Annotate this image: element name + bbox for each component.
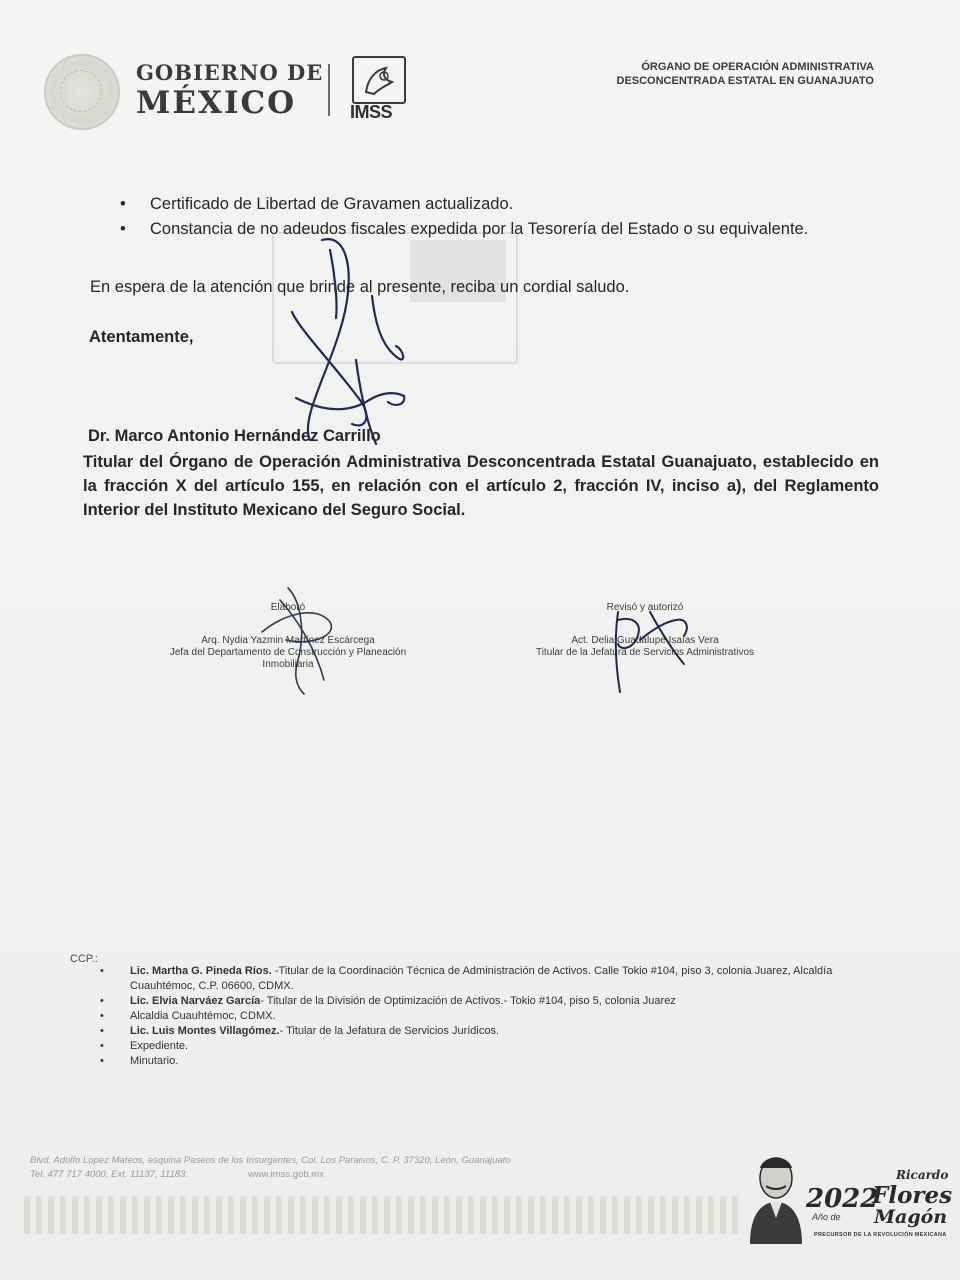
gov-line1: GOBIERNO DE: [136, 60, 324, 85]
header-divider: [328, 64, 330, 116]
list-item: • Lic. Elvia Narváez García- Titular de la División de Optimización de Activos.- Tokio #104, piso 5, colonia Juarez: [100, 994, 900, 1009]
elaboro-caption: Elaboró: [270, 602, 306, 613]
imss-text: IMSS: [350, 102, 393, 122]
magon-text: Magón: [874, 1206, 948, 1228]
reviso-role1: Titular de la Jefatura de Servicios Administrativos: [535, 647, 755, 658]
footer-contact: [30, 1168, 511, 1182]
list-item: • Lic. Martha G. Pineda Ríos. -Titular de la Coordinación Técnica de Administración de Activos. Calle Tokio #104, piso 3, colonia Juarez, Alcaldía Cuauhtémoc, C.P. 06600, CDMX.: [100, 964, 900, 994]
flores-text: Flores: [872, 1182, 953, 1209]
atentamente: Atentamente,: [89, 328, 194, 346]
year-sub: Año de: [812, 1212, 841, 1222]
organ-line1: ÓRGANO DE OPERACIÓN ADMINISTRATIVA: [641, 61, 874, 73]
footer-website: www.imss.gob.mx: [247, 1169, 324, 1180]
organ-line2: DESCONCENTRADA ESTATAL EN GUANAJUATO: [616, 75, 874, 87]
list-item: • Constancia de no adeudos fiscales expedida por la Tesorería del Estado o su equivalente.: [120, 217, 874, 242]
footer-phone: Tel. 477 717 4000, Ext. 11137, 11183.: [30, 1169, 188, 1180]
elaboro-name: Arq. Nydia Yazmin Martínez Escárcega: [201, 635, 375, 646]
elaboro-role1: Jefa del Departamento de Construcción y Planeación: [169, 647, 407, 658]
organ-heading: [617, 60, 875, 88]
elaboro-role2: Inmobiliaria: [262, 659, 314, 670]
footer-address-block: [30, 1154, 511, 1182]
reviso-caption: Revisó y autorizó: [606, 602, 684, 613]
elaboro-block: [128, 602, 448, 671]
list-item: • Expediente.: [100, 1039, 900, 1054]
reviso-name: Act. Delia Guadalupe Isaías Vera: [571, 635, 719, 646]
imss-logo: [350, 56, 406, 128]
requirements-list: [120, 192, 874, 242]
list-item: • Lic. Luis Montes Villagómez.- Titular de la Jefatura de Servicios Jurídicos.: [100, 1024, 900, 1039]
footer-pattern: [24, 1196, 742, 1234]
closing-paragraph: En espera de la atención que brinde al presente, reciba un cordial saludo.: [90, 278, 630, 296]
reviso-block: [510, 602, 780, 659]
portrait-icon: [742, 1148, 804, 1244]
signer-title: Titular del Órgano de Operación Administrativa Desconcentrada Estatal Guanajuato, establecido en la fracción X del artículo 155, en relación con el artículo 2, fracción IV, inciso a), del Reglamento Interior del Instituto Mexicano del Seguro Social.: [83, 453, 879, 519]
list-item: • Certificado de Libertad de Gravamen actualizado.: [120, 192, 874, 217]
gov-line2: MÉXICO: [136, 85, 297, 121]
year-2022: 2022: [806, 1184, 879, 1214]
footer-address: Blvd. Adolfo Lopez Mateos, esquina Paseos de los Insurgentes, Col. Los Paraisos, C. P. 37320, León, Guanajuato: [30, 1155, 511, 1166]
precursor-text: PRECURSOR DE LA REVOLUCIÓN MEXICANA: [814, 1232, 947, 1238]
ccp-list: [100, 964, 900, 1069]
gobierno-de-mexico-logo: [136, 62, 323, 119]
list-item: • Minutario.: [100, 1054, 900, 1069]
mexico-seal-icon: [44, 54, 120, 130]
imss-emblem-icon: [352, 56, 406, 104]
ricardo-text: Ricardo: [896, 1168, 949, 1182]
signer-name: Dr. Marco Antonio Hernández Carrillo: [88, 427, 381, 445]
ccp-label: CCP.:: [70, 953, 98, 965]
list-item: • Alcaldia Cuauhtémoc, CDMX.: [100, 1009, 900, 1024]
